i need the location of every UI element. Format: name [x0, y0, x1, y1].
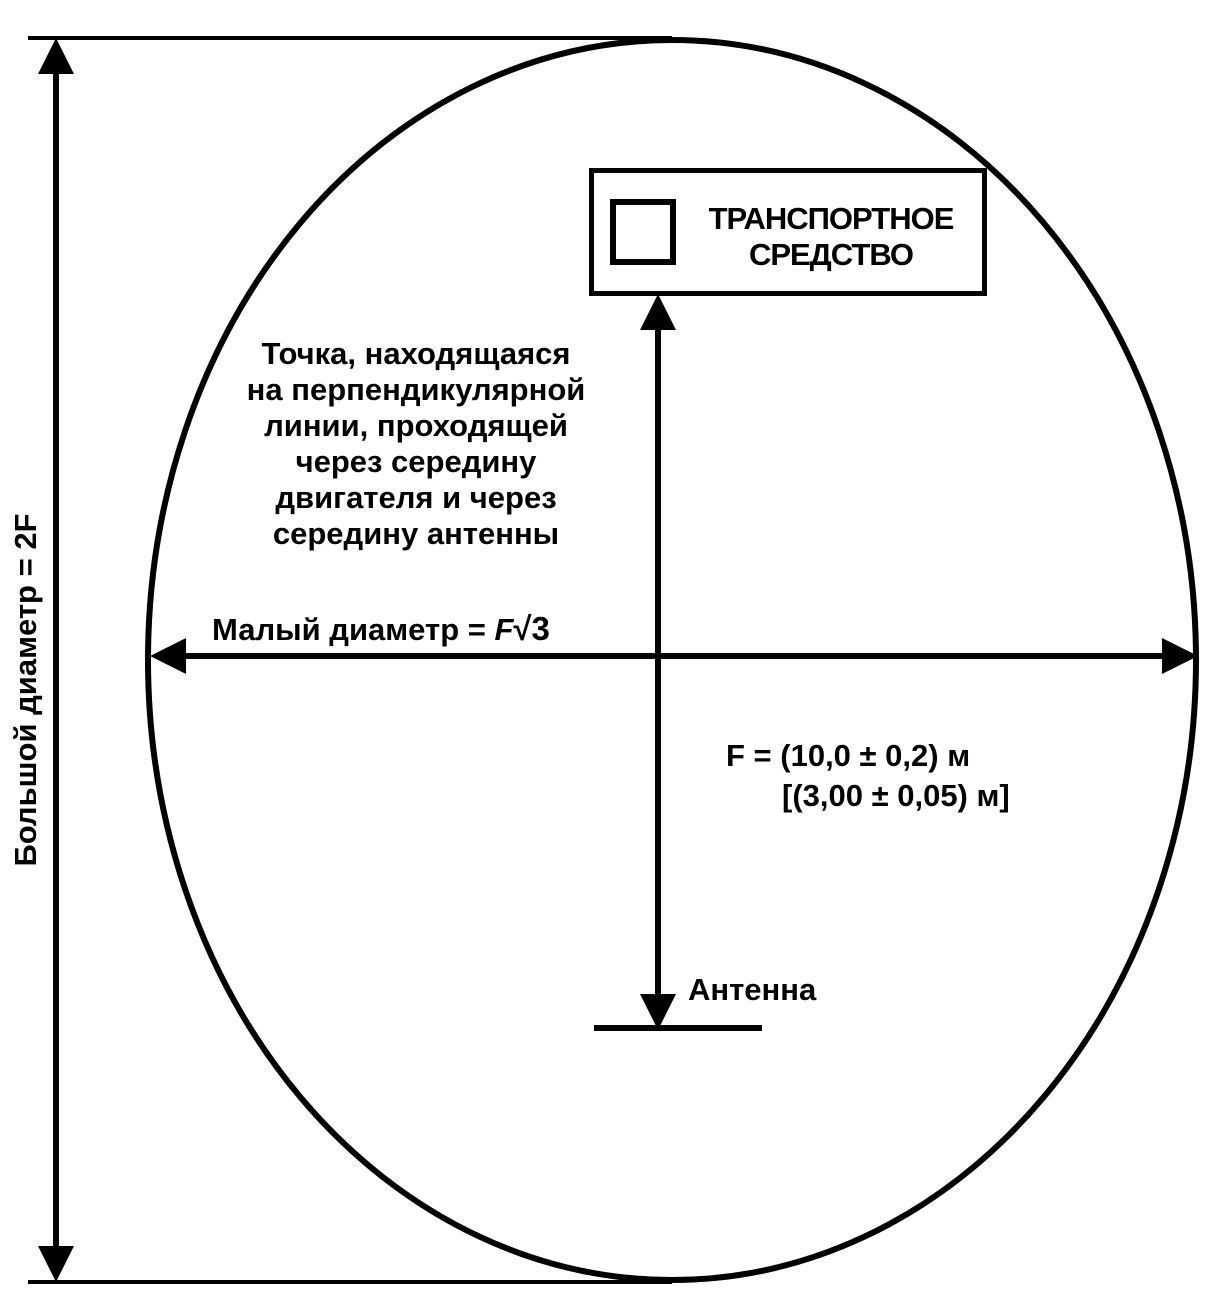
minor-diameter-text: Малый диаметр = — [212, 612, 495, 647]
vehicle-label: ТРАНСПОРТНОЕ СРЕДСТВО — [708, 201, 954, 272]
minor-diameter-variable: F — [494, 612, 514, 647]
f-value-label: F = (10,0 ± 0,2) м — [726, 738, 971, 773]
point-description: Точка, находящаяся на перпендикулярной линии, проходящей через середину двигателя и через середину антенны — [246, 336, 586, 551]
vehicle-square-icon — [610, 199, 676, 265]
f-value-alt-label: [(3,00 ± 0,05) м] — [782, 778, 1010, 813]
vehicle-box — [589, 168, 987, 296]
minor-diameter-root: √3 — [513, 610, 550, 647]
minor-diameter-label — [212, 610, 550, 648]
major-diameter-label: Большой диаметр = 2F — [8, 513, 43, 867]
antenna-label: Антенна — [688, 972, 817, 1007]
